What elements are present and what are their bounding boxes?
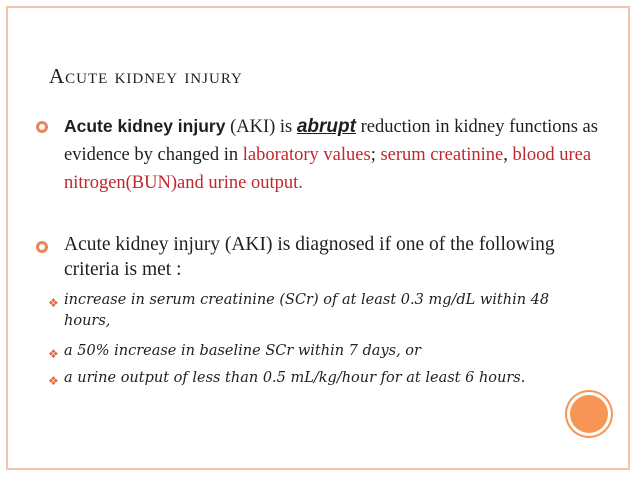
diamond-bullet-icon: ❖ bbox=[48, 347, 59, 361]
text-segment: ; bbox=[370, 145, 381, 165]
bold-term: Acute kidney injury bbox=[64, 116, 226, 136]
sub-bullet-text: increase in serum creatinine (SCr) of at least 0.3 mg/dL within 48 hours, bbox=[64, 292, 550, 329]
sub-bullet-3 bbox=[48, 368, 584, 389]
sub-bullet-2 bbox=[48, 341, 584, 362]
abrupt-term: abrupt bbox=[296, 116, 356, 137]
text-segment: , bbox=[503, 145, 513, 165]
text-segment: reduction in kidney functions as evidence by changed in bbox=[64, 117, 598, 165]
text-segment: (AKI) is bbox=[225, 117, 297, 137]
decorative-circle-icon bbox=[570, 395, 608, 433]
diamond-bullet-icon: ❖ bbox=[48, 296, 59, 310]
serum-creatinine-term: serum creatinine bbox=[380, 145, 504, 165]
ring-bullet-icon bbox=[36, 241, 48, 253]
sub-bullet-text: a 50% increase in baseline SCr within 7 days, or bbox=[64, 343, 421, 359]
bullet-2-text: Acute kidney injury (AKI) is diagnosed if one of the following criteria is met : bbox=[64, 234, 555, 280]
bun-term: blood urea nitrogen(BUN)and urine output. bbox=[64, 145, 592, 193]
sub-bullet-1 bbox=[48, 290, 584, 332]
bullet-1-text bbox=[64, 112, 604, 197]
diamond-bullet-icon: ❖ bbox=[48, 374, 59, 388]
slide-title: Acute kidney injury bbox=[49, 64, 243, 88]
sub-bullet-text: a urine output of less than 0.5 mL/kg/hour for at least 6 hours. bbox=[64, 370, 526, 386]
lab-values-term: laboratory values bbox=[242, 145, 371, 165]
ring-bullet-icon bbox=[36, 121, 48, 133]
